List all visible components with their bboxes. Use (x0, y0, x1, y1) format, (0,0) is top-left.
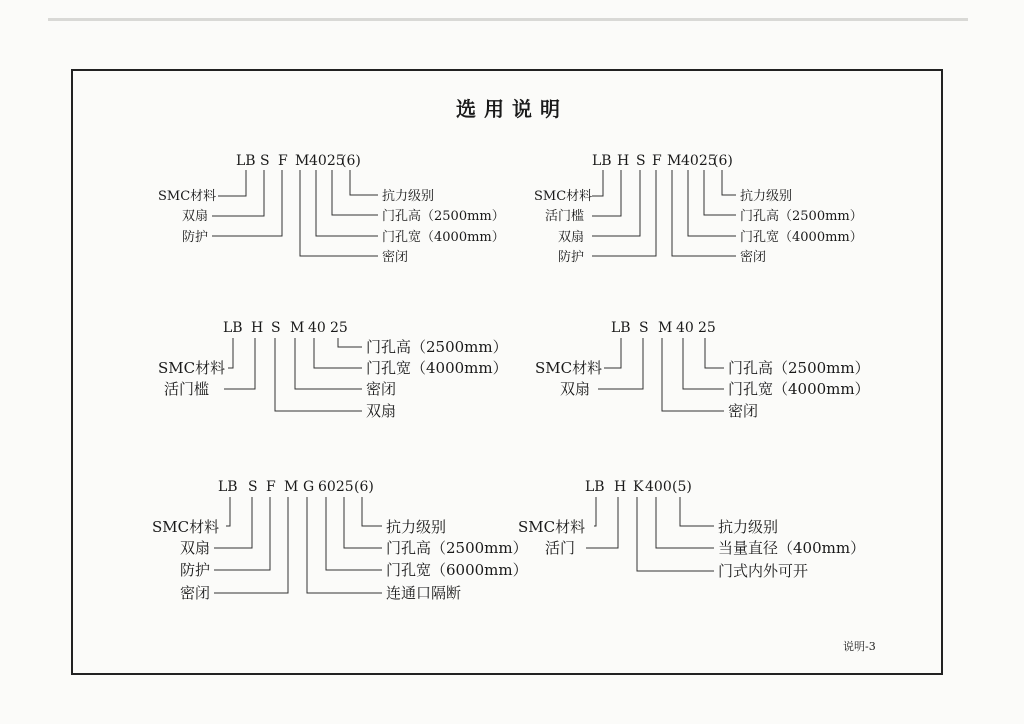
connector-line (218, 170, 246, 196)
diagram-5 (152, 479, 528, 602)
code-segment: H (617, 153, 630, 169)
code-segment: (6) (341, 153, 361, 169)
code-segment: (6) (713, 153, 733, 169)
right-label: 抗力级别 (382, 189, 435, 204)
connector-line (592, 170, 603, 196)
connector-line (362, 497, 382, 526)
diagram-1 (158, 153, 505, 265)
connector-line (275, 338, 362, 411)
connector-line (224, 338, 255, 389)
code-segment: 25 (698, 320, 716, 336)
left-label: 双扇 (560, 380, 591, 398)
code-segment: S (248, 479, 258, 495)
code-segment: 400 (645, 479, 672, 495)
left-label: 防护 (180, 561, 211, 579)
connector-line (656, 497, 714, 548)
right-label: 密闭 (728, 402, 759, 420)
code-segment: LB (223, 320, 243, 336)
connector-line (592, 170, 621, 216)
right-label: 门式内外可开 (718, 562, 809, 580)
connector-line (332, 170, 378, 215)
connector-line (680, 497, 714, 526)
connector-line (214, 497, 270, 570)
diagram-4 (535, 320, 870, 420)
connector-line (722, 170, 736, 195)
left-label: 密闭 (180, 584, 211, 602)
connector-line (295, 338, 362, 389)
code-segment: M (658, 320, 673, 336)
right-label: 门孔高（2500mm） (386, 539, 528, 557)
left-label: 活门槛 (545, 209, 585, 224)
connector-line (316, 170, 378, 236)
left-label: SMC材料 (158, 359, 226, 377)
diagram-3 (158, 320, 508, 420)
right-label: 抗力级别 (718, 518, 779, 536)
code-segment: LB (611, 320, 631, 336)
code-segment: S (260, 153, 270, 169)
page-number: 说明-3 (843, 640, 876, 653)
right-label: 密闭 (382, 250, 409, 265)
code-segment: S (639, 320, 649, 336)
connector-line (338, 338, 362, 347)
right-label: 门孔宽（6000mm） (386, 561, 528, 579)
left-label: SMC材料 (152, 518, 220, 536)
connector-line (688, 170, 736, 236)
code-segment: (6) (354, 479, 374, 495)
code-segment: LB (592, 153, 612, 169)
connector-line (592, 170, 640, 236)
left-label: SMC材料 (158, 189, 217, 204)
left-label: SMC材料 (518, 518, 586, 536)
code-segment: 40 (676, 320, 694, 336)
code-segment: M (295, 153, 310, 169)
code-segment: 4025 (681, 153, 717, 169)
left-label: 活门 (545, 539, 576, 557)
right-label: 门孔宽（4000mm） (740, 230, 863, 245)
code-segment: S (271, 320, 281, 336)
right-label: 密闭 (366, 380, 397, 398)
left-label: SMC材料 (535, 359, 603, 377)
code-segment: 40 (308, 320, 326, 336)
connector-line (594, 497, 596, 526)
right-label: 门孔高（2500mm） (366, 338, 508, 356)
left-label: 防护 (182, 230, 209, 245)
left-label: 双扇 (558, 230, 585, 245)
connector-line (326, 497, 382, 570)
diagram-2 (534, 153, 863, 265)
connector-line (704, 170, 736, 215)
connector-line (300, 170, 378, 256)
code-segment: LB (585, 479, 605, 495)
connector-line (228, 338, 233, 368)
code-segment: K (633, 479, 644, 495)
left-label: 活门槛 (164, 380, 210, 398)
left-label: 双扇 (182, 209, 209, 224)
code-segment: LB (218, 479, 238, 495)
diagram-6 (518, 479, 865, 580)
right-label: 双扇 (366, 402, 397, 420)
connector-line (637, 497, 714, 571)
code-segment: H (251, 320, 264, 336)
connector-line (705, 338, 724, 368)
code-segment: 25 (330, 320, 348, 336)
connector-line (592, 170, 656, 256)
right-label: 密闭 (740, 250, 767, 265)
page-title: 选用说明 (456, 97, 568, 121)
right-label: 门孔宽（4000mm） (728, 380, 870, 398)
code-segment: S (636, 153, 646, 169)
right-label: 门孔高（2500mm） (382, 209, 505, 224)
code-segment: 4025 (309, 153, 345, 169)
connector-line (214, 497, 288, 593)
code-segment: LB (236, 153, 256, 169)
code-segment: 6025 (318, 479, 354, 495)
right-label: 门孔宽（4000mm） (382, 230, 505, 245)
connector-line (212, 170, 264, 216)
connector-line (350, 170, 378, 195)
connector-line (344, 497, 382, 548)
code-segment: G (303, 479, 315, 495)
right-label: 门孔高（2500mm） (728, 359, 870, 377)
code-segment: H (614, 479, 627, 495)
connector-line (604, 338, 621, 368)
connector-line (662, 338, 724, 411)
connector-line (683, 338, 724, 389)
right-label: 当量直径（400mm） (718, 539, 866, 557)
connector-line (212, 170, 282, 236)
left-label: SMC材料 (534, 189, 593, 204)
left-label: 防护 (558, 250, 585, 265)
connector-line (586, 497, 618, 548)
right-label: 抗力级别 (386, 518, 447, 536)
left-label: 双扇 (180, 539, 211, 557)
code-segment: (5) (672, 479, 692, 495)
code-segment: F (652, 153, 662, 169)
right-label: 抗力级别 (740, 189, 793, 204)
code-segment: M (290, 320, 305, 336)
code-segment: M (284, 479, 299, 495)
right-label: 门孔宽（4000mm） (366, 359, 508, 377)
right-label: 连通口隔断 (386, 584, 462, 602)
right-label: 门孔高（2500mm） (740, 209, 863, 224)
code-segment: M (667, 153, 682, 169)
connector-line (226, 497, 230, 526)
code-segment: F (266, 479, 276, 495)
connector-line (214, 497, 252, 548)
code-segment: F (278, 153, 288, 169)
